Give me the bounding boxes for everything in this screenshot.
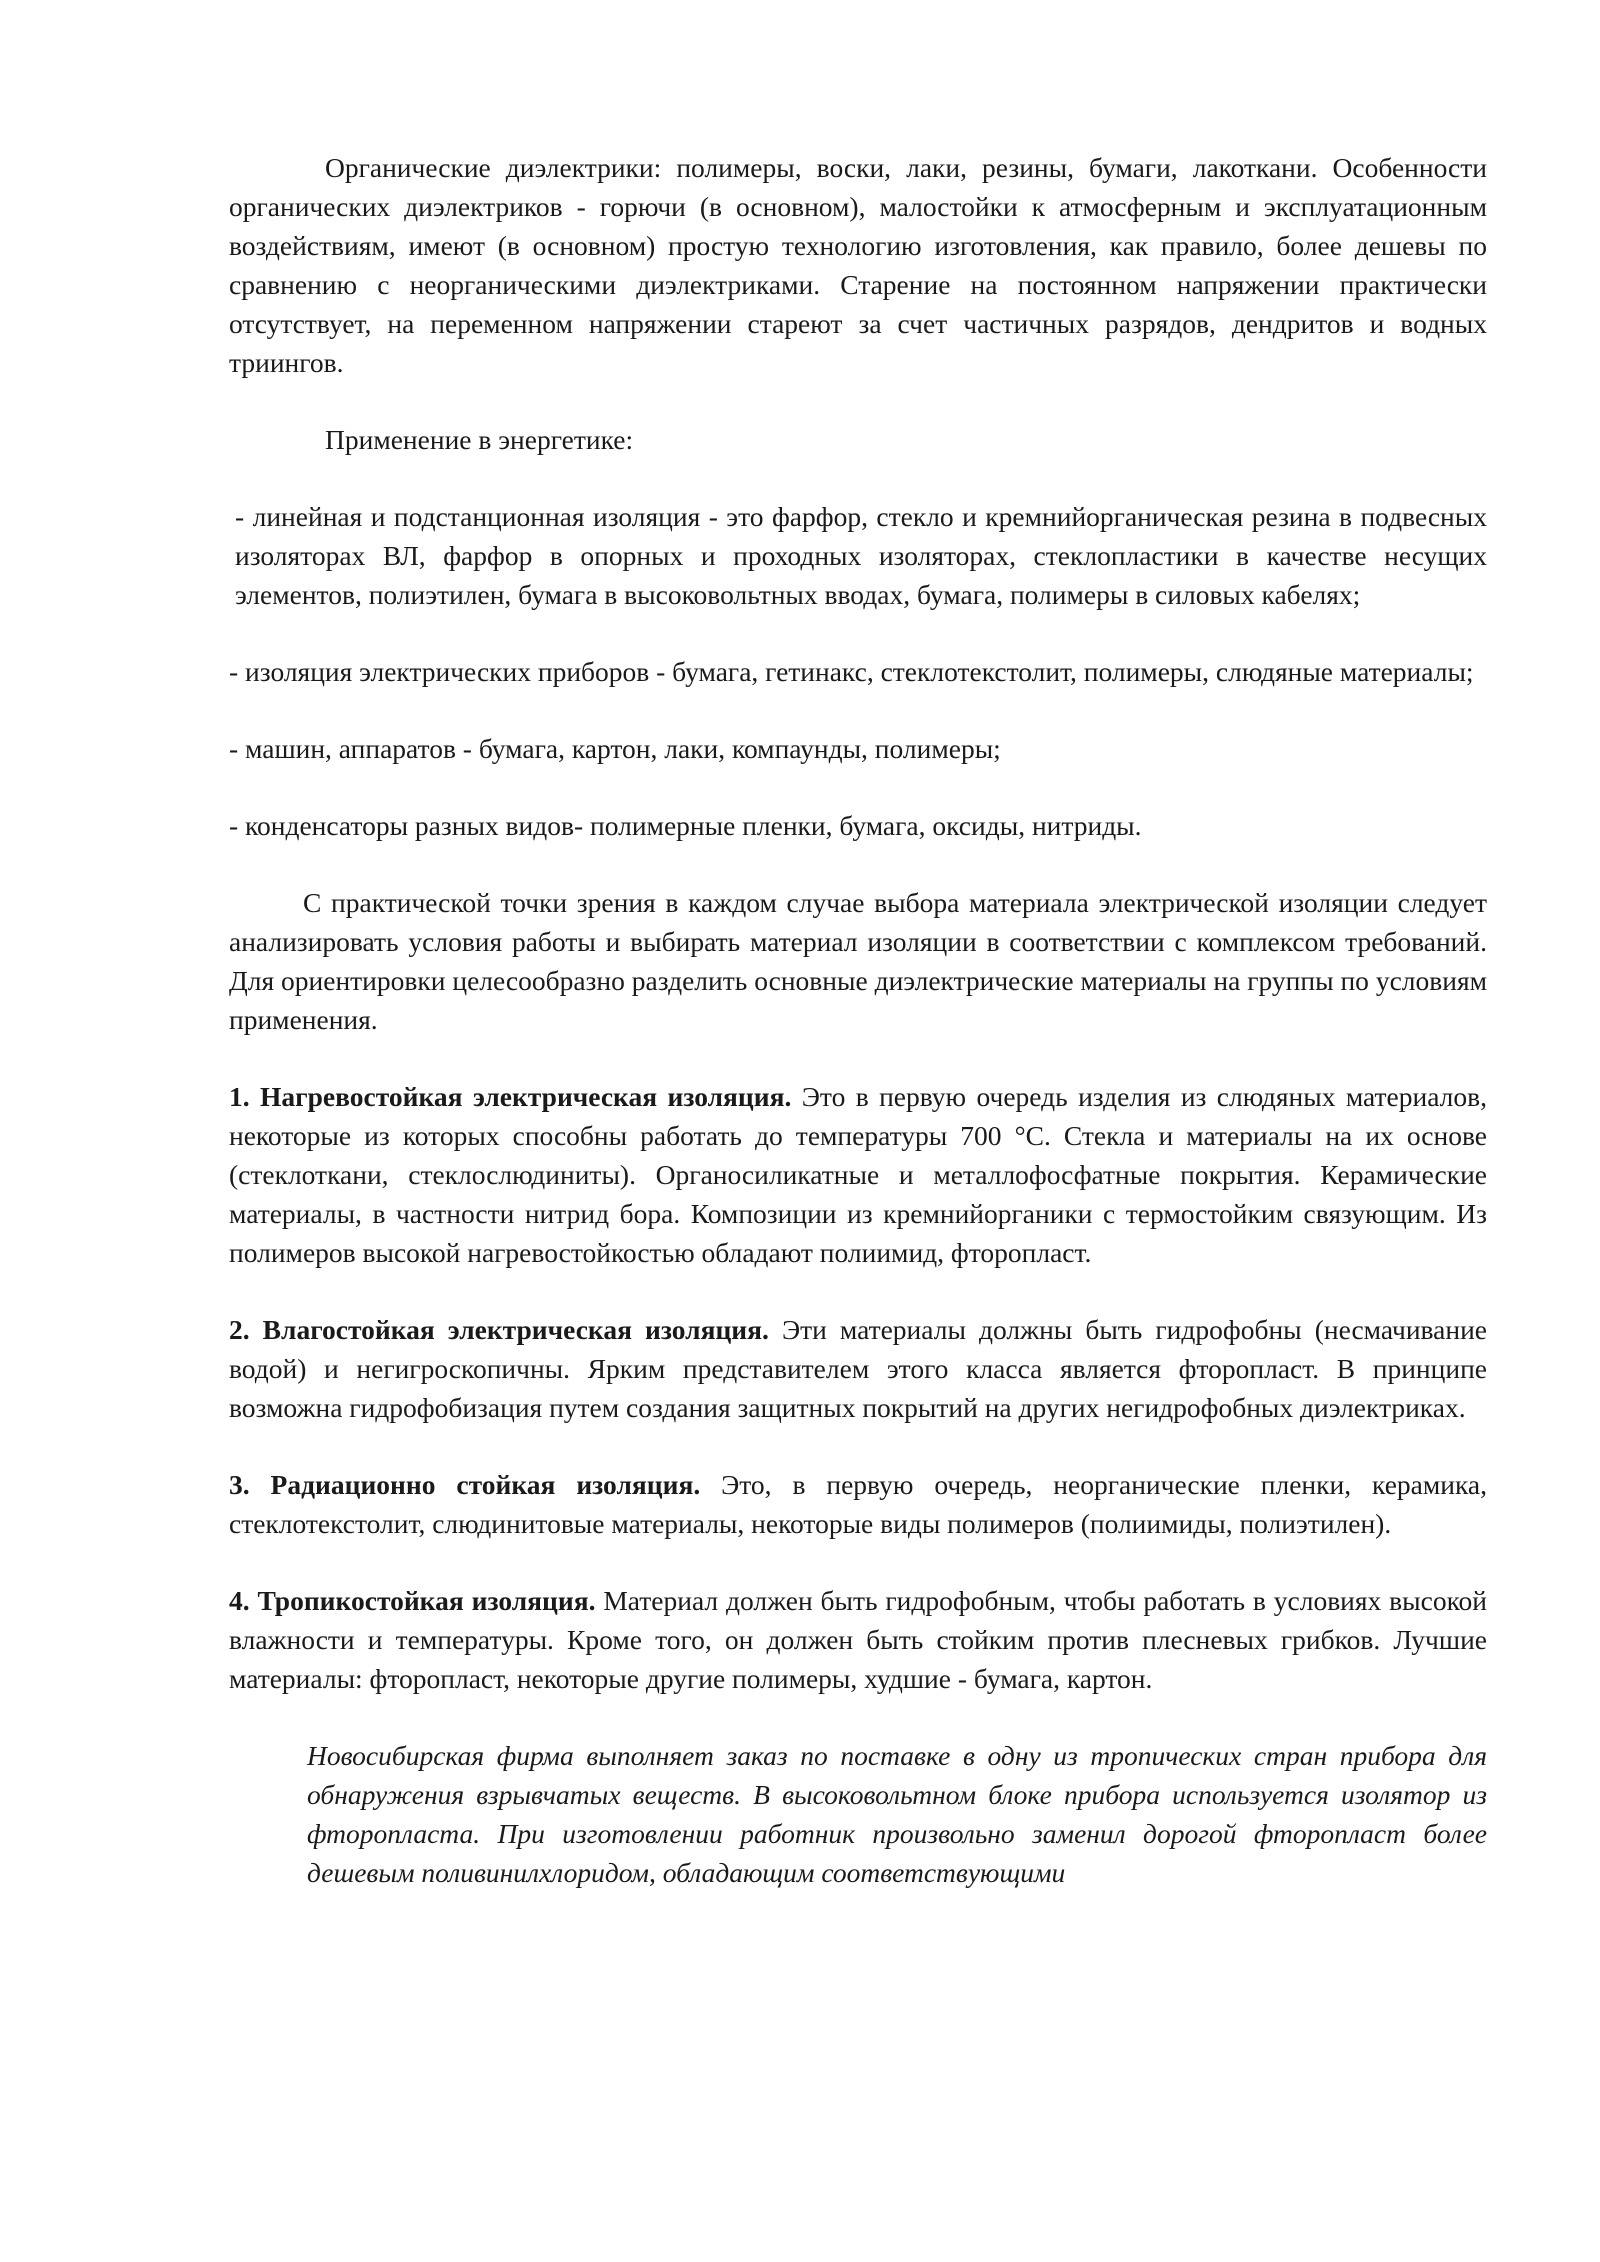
device-insulation-item: - изоляция электрических приборов - бумага, гетинакс, стеклотекстолит, полимеры, слюдяные материалы; xyxy=(229,656,1474,687)
document-page xyxy=(229,148,1487,1930)
group-text: Это в первую очередь изделия из слюдяных материалов, некоторые из которых способны работать до температуры 700 °С. Стекла и материалы на их основе (стеклоткани, стеклослюдиниты). Органосиликатные и металлофосфатные покрытия. Керамические материалы, в частности нитрид бора. Композиции из кремнийорганики с термостойким связующим. Из полимеров высокой нагревостойкостью обладают полиимид, фторопласт. xyxy=(229,1081,1488,1268)
application-heading: Применение в энергетике: xyxy=(325,424,634,455)
group-text: Материал должен быть гидрофобным, чтобы работать в условиях высокой влажности и температуры. Кроме того, он должен быть стойким против плесневых грибков. Лучшие материалы: фторопласт, некоторые другие полимеры, худшие - бумага, картон. xyxy=(229,1585,1488,1694)
case-study-paragraph: Новосибирская фирма выполняет заказ по поставке в одну из тропических стран прибора для обнаружения взрывчатых веществ. В высоковольтном блоке прибора используется изолятор из фторопласта. При изготовлении работник произвольно заменил дорогой фторопласт более дешевым поливинилхлоридом, обладающим соответствующими xyxy=(307,1740,1487,1888)
group-title: 4. Тропикостойкая изоляция. xyxy=(229,1585,596,1616)
group-heat-resistant xyxy=(229,1077,1487,1272)
group-radiation-resistant xyxy=(229,1465,1487,1543)
line-insulation-item: - линейная и подстанционная изоляция - это фарфор, стекло и кремнийорганическая резина в подвесных изоляторах ВЛ, фарфор в опорных и проходных изоляторах, стеклопластики в качестве несущих элементов, полиэтилен, бумага в высоковольтных вводах, бумага, полимеры в силовых кабелях; xyxy=(235,501,1487,610)
group-text: Это, в первую очередь, неорганические пленки, керамика, стеклотекстолит, слюдинитовые материалы, некоторые виды полимеров (полиимиды, полиэтилен). xyxy=(229,1469,1488,1539)
group-title: 1. Нагревостойкая электрическая изоляция. xyxy=(229,1081,792,1112)
practical-paragraph: С практической точки зрения в каждом случае выбора материала электрической изоляции следует анализировать условия работы и выбирать материал изоляции в соответствии с комплексом требований. Для ориентировки целесообразно разделить основные диэлектрические материалы на группы по условиям применения. xyxy=(229,887,1487,1035)
group-tropic-resistant xyxy=(229,1581,1487,1698)
organic-dielectrics-paragraph: Органические диэлектрики: полимеры, воски, лаки, резины, бумаги, лакоткани. Особенности органических диэлектриков - горючи (в основном), малостойки к атмосферным и эксплуатационным воздействиям, имеют (в основном) простую технологию изготовления, как правило, более дешевы по сравнению с неорганическими диэлектриками. Старение на постоянном напряжении практически отсутствует, на переменном напряжении стареют за счет частичных разрядов, дендритов и водных триингов. xyxy=(229,152,1487,378)
machines-item: - машин, аппаратов - бумага, картон, лаки, компаунды, полимеры; xyxy=(229,733,1001,764)
group-text: Эти материалы должны быть гидрофобны (несмачивание водой) и негигроскопичны. Ярким представителем этого класса является фторопласт. В принципе возможна гидрофобизация путем создания защитных покрытий на других негидрофобных диэлектриках. xyxy=(229,1314,1487,1423)
capacitors-item: - конденсаторы разных видов- полимерные пленки, бумага, оксиды, нитриды. xyxy=(229,810,1142,841)
group-title: 3. Радиационно стойкая изоляция. xyxy=(229,1469,701,1500)
group-moisture-resistant xyxy=(229,1310,1487,1427)
group-title: 2. Влагостойкая электрическая изоляция. xyxy=(229,1314,769,1345)
